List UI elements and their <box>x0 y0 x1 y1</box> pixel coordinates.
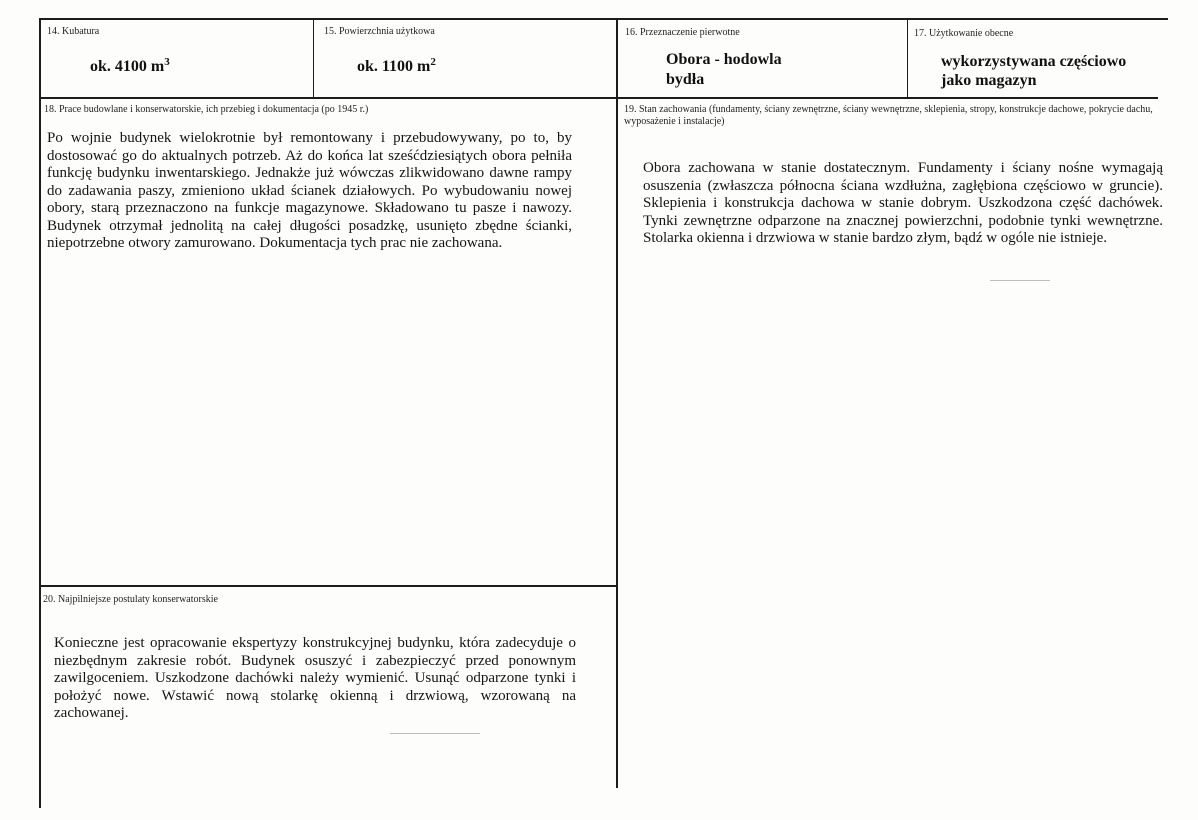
top-border <box>40 18 1168 20</box>
field-20-label: 20. Najpilniejsze postulaty konserwatorskie <box>43 594 218 605</box>
main-vertical-divider <box>616 18 618 788</box>
field-18-text <box>47 130 572 253</box>
field-19-label: 19. Stan zachowania (fundamenty, ściany zewnętrzne, ściany wewnętrzne, sklepienia, stropy, konstrukcje dachowe, pokrycie dachu, wyposażenie i instalacje) <box>624 104 1153 127</box>
divider-18-20 <box>40 585 617 587</box>
divider-16-17 <box>907 18 908 98</box>
field-17-value-line2: jako magazyn <box>941 72 1037 89</box>
field-15-unit-exponent: 2 <box>430 56 436 68</box>
field-15-value-text: ok. 1100 m <box>357 58 431 75</box>
scan-smudge <box>990 280 1050 281</box>
field-14-value <box>90 58 170 76</box>
field-19-text <box>643 160 1163 248</box>
field-15-value <box>357 58 436 76</box>
left-border <box>39 18 41 808</box>
field-15-label: 15. Powierzchnia użytkowa <box>324 26 435 37</box>
field-18-label: 18. Prace budowlane i konserwatorskie, ich przebieg i dokumentacja (po 1945 r.) <box>44 104 369 115</box>
row-divider <box>40 97 1158 99</box>
field-14-label: 14. Kubatura <box>47 26 100 37</box>
field-16-value-line2: bydła <box>666 71 705 88</box>
field-20-text <box>54 635 576 723</box>
field-17-value-line1: wykorzystywana częściowo <box>941 53 1127 70</box>
scan-smudge <box>390 733 480 734</box>
field-20-paragraph: Konieczne jest opracowanie ekspertyzy konstrukcyjnej budynku, która zadecyduje o niezbędnym zakresie robót. Budynek osuszyć i zabezpieczyć przed ponownym zawilgoceniem. Uszkodzone dachówki należy wymienić. Usunąć odparzone tynki i położyć nowe. Wstawić nową stolarkę okienną i drzwiową, wzorowaną na zachowanej. <box>54 635 576 721</box>
field-16-label: 16. Przeznaczenie pierwotne <box>625 27 740 38</box>
field-17-label: 17. Użytkowanie obecne <box>914 28 1014 39</box>
field-18-paragraph: Po wojnie budynek wielokrotnie był remontowany i przebudowywany, po to, by dostosować go do aktualnych potrzeb. Aż do końca lat sześćdziesiątych obora pełniła funkcję budynku inwentarskiego. Jednakże już wówczas zlikwidowano dawne rampy do zadawania paszy, zmieniono układ ścianek działowych. Po wybudowaniu nowej obory, starą przeznaczono na funkcje magazynowe. Składowano tu pasze i nawozy. Budynek otrzymał jednolitą na całej długości posadzkę, usunięto zbędne ścianki, niepotrzebne otwory zamurowano. Dokumentacja tych prac nie zachowana. <box>47 130 572 251</box>
field-19-paragraph: Obora zachowana w stanie dostatecznym. Fundamenty i ściany nośne wymagają osuszenia (zwłaszcza północna ściana wzdłużna, zagłębiona częściowo w gruncie). Sklepienia i konstrukcja dachowa w stanie dobrym. Uszkodzona część dachówek. Tynki zewnętrzne odparzone na znacznej powierzchni, podobnie tynki wewnętrzne. Stolarka okienna i drzwiowa w stanie bardzo złym, bądź w ogóle nie istnieje. <box>643 160 1163 246</box>
field-16-value-line1: Obora - hodowla <box>666 51 782 68</box>
field-14-value-text: ok. 4100 m <box>90 58 165 75</box>
field-14-unit-exponent: 3 <box>164 56 170 68</box>
divider-14-15 <box>313 18 314 98</box>
